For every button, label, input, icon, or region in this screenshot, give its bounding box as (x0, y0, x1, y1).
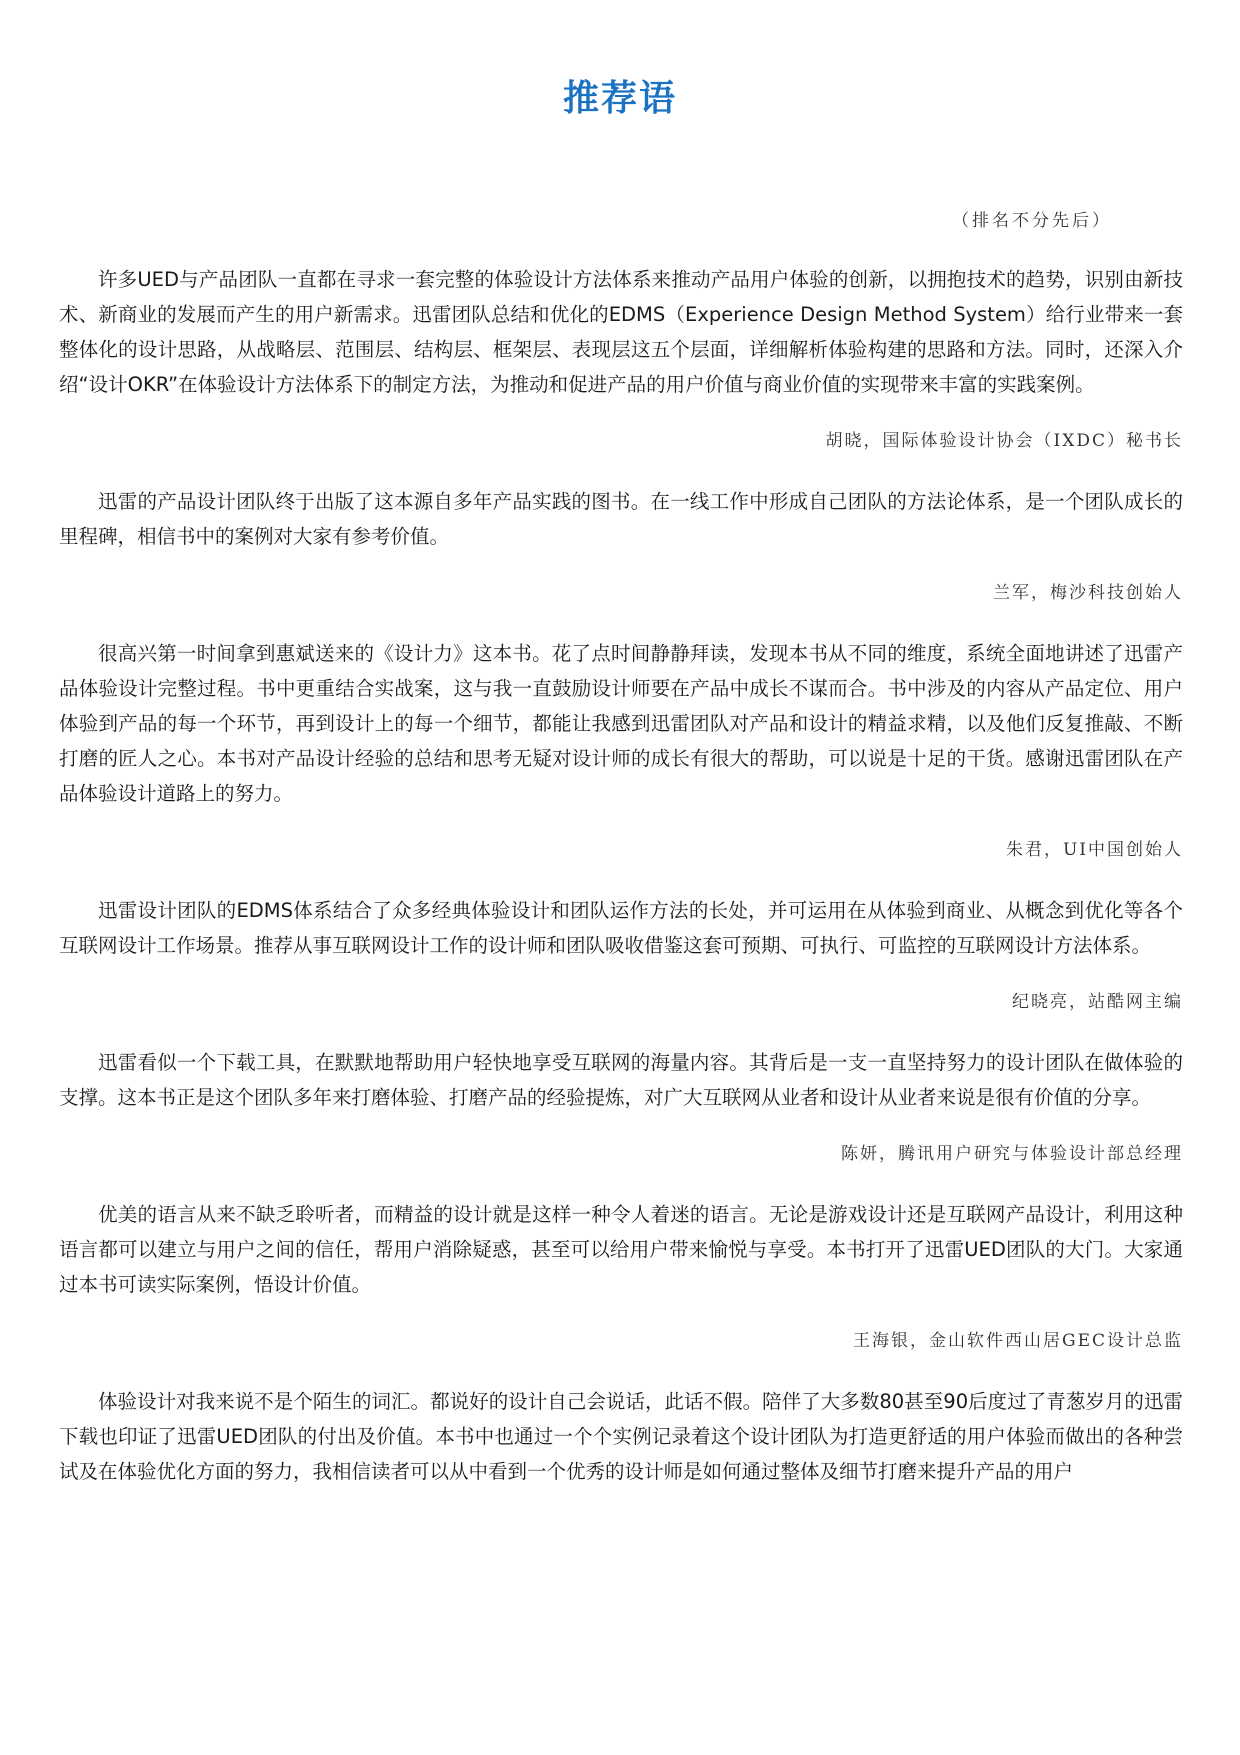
recommendation-1 (59, 262, 1183, 454)
recommendation-2 (59, 484, 1183, 606)
recommendation-author: 王海银，金山软件西山居GEC设计总监 (853, 1331, 1183, 1351)
recommendation-4 (59, 893, 1183, 1015)
recommendation-text: 许多UED与产品团队一直都在寻求一套完整的体验设计方法体系来推动产品用户体验的创新，以拥抱技术的趋势，识别由新技术、新商业的发展而产生的用户新需求。迅雷团队总结和优化的EDMS（Experience Design Method System）给行业带来一套整体化的设计思路，从战略层、范围层、结构层、框架层、表现层这五个层面，详细解析体验构建的思路和方法。同时，还深入介绍“设计OKR”在体验设计方法体系下的制定方法，为推动和促进产品的用户价值与商业价值的实现带来丰富的实践案例。 (59, 268, 1183, 396)
recommendation-3 (59, 636, 1183, 863)
recommendation-text: 很高兴第一时间拿到惠斌送来的《设计力》这本书。花了点时间静静拜读，发现本书从不同的维度，系统全面地讲述了迅雷产品体验设计完整过程。书中更重结合实战案，这与我一直鼓励设计师要在产品中成长不谋而合。书中涉及的内容从产品定位、用户体验到产品的每一个环节，再到设计上的每一个细节，都能让我感到迅雷团队对产品和设计的精益求精，以及他们反复推敲、不断打磨的匠人之心。本书对产品设计经验的总结和思考无疑对设计师的成长有很大的帮助，可以说是十足的干货。感谢迅雷团队在产品体验设计道路上的努力。 (59, 642, 1183, 805)
recommendation-author: 陈妍，腾讯用户研究与体验设计部总经理 (841, 1144, 1183, 1164)
recommendation-5 (59, 1045, 1183, 1167)
recommendation-author: 兰军，梅沙科技创始人 (993, 583, 1183, 603)
recommendation-text: 迅雷看似一个下载工具，在默默地帮助用户轻快地享受互联网的海量内容。其背后是一支一直坚持努力的设计团队在做体验的支撑。这本书正是这个团队多年来打磨体验、打磨产品的经验提炼，对广大互联网从业者和设计从业者来说是很有价值的分享。 (59, 1051, 1183, 1109)
recommendation-text: 优美的语言从来不缺乏聆听者，而精益的设计就是这样一种令人着迷的语言。无论是游戏设计还是互联网产品设计，利用这种语言都可以建立与用户之间的信任，帮用户消除疑惑，甚至可以给用户带来愉悦与享受。本书打开了迅雷UED团队的大门。大家通过本书可读实际案例，悟设计价值。 (59, 1203, 1183, 1296)
recommendation-text: 体验设计对我来说不是个陌生的词汇。都说好的设计自己会说话，此话不假。陪伴了大多数80甚至90后度过了青葱岁月的迅雷下载也印证了迅雷UED团队的付出及价值。本书中也通过一个个实例记录着这个设计团队为打造更舒适的用户体验而做出的各种尝试及在体验优化方面的努力，我相信读者可以从中看到一个优秀的设计师是如何通过整体及细节打磨来提升产品的用户 (59, 1390, 1183, 1483)
recommendation-7 (59, 1384, 1183, 1489)
recommendations-list (59, 262, 1183, 1489)
recommendation-6 (59, 1197, 1183, 1354)
recommendation-author: 朱君，UI中国创始人 (1005, 840, 1183, 860)
recommendation-text: 迅雷设计团队的EDMS体系结合了众多经典体验设计和团队运作方法的长处，并可运用在从体验到商业、从概念到优化等各个互联网设计工作场景。推荐从事互联网设计工作的设计师和团队吸收借鉴这套可预期、可执行、可监控的互联网设计方法体系。 (59, 899, 1183, 957)
recommendation-author: 纪晓亮，站酷网主编 (1012, 992, 1183, 1012)
order-note: （排名不分先后） (952, 211, 1112, 231)
page-title: 推荐语 (562, 78, 677, 119)
recommendation-text: 迅雷的产品设计团队终于出版了这本源自多年产品实践的图书。在一线工作中形成自己团队的方法论体系，是一个团队成长的里程碑，相信书中的案例对大家有参考价值。 (59, 490, 1183, 548)
recommendation-author: 胡晓，国际体验设计协会（IXDC）秘书长 (825, 431, 1183, 451)
